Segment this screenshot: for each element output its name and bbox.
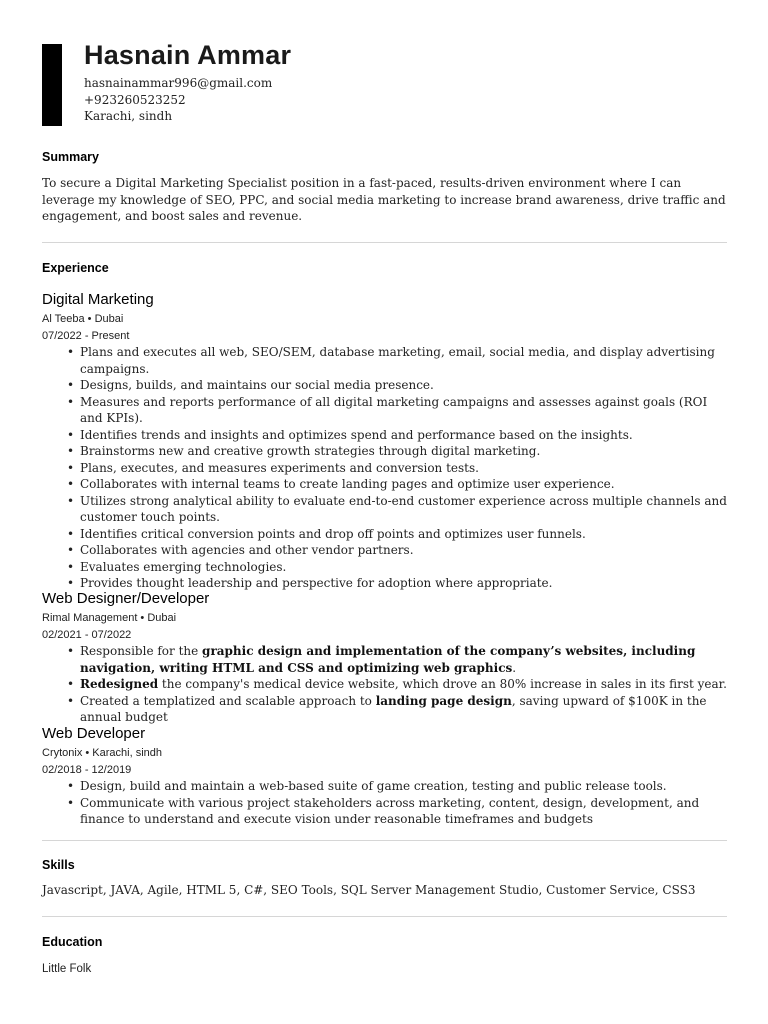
bullet-text: Created a templatized and scalable approach to [80,693,376,708]
list-item: • Design, build and maintain a web-based suite of game creation, testing and public release tools. [80,778,732,795]
bullet-text: . [512,660,517,675]
list-item: • Brainstorms new and creative growth strategies through digital marketing. [80,443,732,460]
list-item: • Measures and reports performance of all digital marketing campaigns and assesses against goals (ROI and KPIs). [80,394,732,427]
job-entry-web-developer [42,725,732,828]
list-item: • Identifies critical conversion points and drop off points and optimizes user funnels. [80,526,732,543]
job-title: Web Designer/Developer [42,590,210,607]
resume-header [84,40,291,125]
education-school: Little Folk [42,963,92,975]
job-entry-digital-marketing [42,291,732,592]
section-divider [42,916,727,917]
job-company: Crytonix • Karachi, sindh [42,747,163,759]
list-item [80,676,732,693]
bullet-bold-text: landing page design [375,693,512,708]
list-item [80,643,732,676]
list-item: • Evaluates emerging technologies. [80,559,732,576]
bullet-bold-text: Redesigned [80,677,159,691]
job-bullet-list [42,778,732,828]
list-item: • Collaborates with agencies and other vendor partners. [80,542,732,559]
contact-email: hasnainammar996@gmail.com [84,76,273,90]
bullet-bold-text: graphic design and implementation of the company’s websites, including navigation, writing HTML and CSS and optimizing web graphics [80,644,696,675]
experience-heading: Experience [42,261,109,275]
job-title: Web Developer [42,725,146,742]
job-dates: 02/2018 - 12/2019 [42,763,132,776]
bullet-text: , saving upward of $100K in the annual budget [80,693,707,724]
list-item: • Collaborates with internal teams to create landing pages and optimize user experience. [80,476,732,493]
summary-heading: Summary [42,150,99,164]
list-item: • Provides thought leadership and perspective for adoption where appropriate. [80,575,732,592]
job-bullet-list [42,344,732,592]
section-divider [42,840,727,841]
contact-location: Karachi, sindh [84,109,173,123]
skills-text: Javascript, JAVA, Agile, HTML 5, C#, SEO Tools, SQL Server Management Studio, Customer Service, CSS3 [42,883,696,897]
job-dates: 07/2022 - Present [42,329,130,342]
header-accent-bar [42,44,62,126]
list-item [80,693,732,726]
bullet-text: the company's medical device website, which drove an 80% increase in sales in its first year. [158,677,727,691]
job-title: Digital Marketing [42,291,154,308]
education-heading: Education [42,935,103,949]
list-item: • Designs, builds, and maintains our social media presence. [80,377,732,394]
candidate-name: Hasnain Ammar [84,40,292,70]
list-item: • Utilizes strong analytical ability to evaluate end-to-end customer experience across multiple channels and customer touch points. [80,493,732,526]
list-item: • Plans and executes all web, SEO/SEM, database marketing, email, social media, and display advertising campaigns. [80,344,732,377]
list-item: • Identifies trends and insights and optimizes spend and performance based on the insights. [80,427,732,444]
summary-text: To secure a Digital Marketing Specialist position in a fast-paced, results-driven environment where I can leverage my knowledge of SEO, PPC, and social media marketing to increase brand awareness, drive traffic and engagement, and boost sales and revenue. [42,176,726,223]
skills-heading: Skills [42,858,75,872]
job-bullet-list [42,643,732,726]
section-divider [42,242,727,243]
job-dates: 02/2021 - 07/2022 [42,628,132,641]
job-company: Al Teeba • Dubai [42,313,124,325]
job-entry-web-designer [42,590,732,726]
list-item: • Plans, executes, and measures experiments and conversion tests. [80,460,732,477]
contact-phone: +923260523252 [84,92,186,107]
bullet-text: Responsible for the [80,644,203,658]
list-item: • Communicate with various project stakeholders across marketing, content, design, development, and finance to understand and execute vision under reasonable timeframes and budgets [80,795,732,828]
job-company: Rimal Management • Dubai [42,612,177,624]
